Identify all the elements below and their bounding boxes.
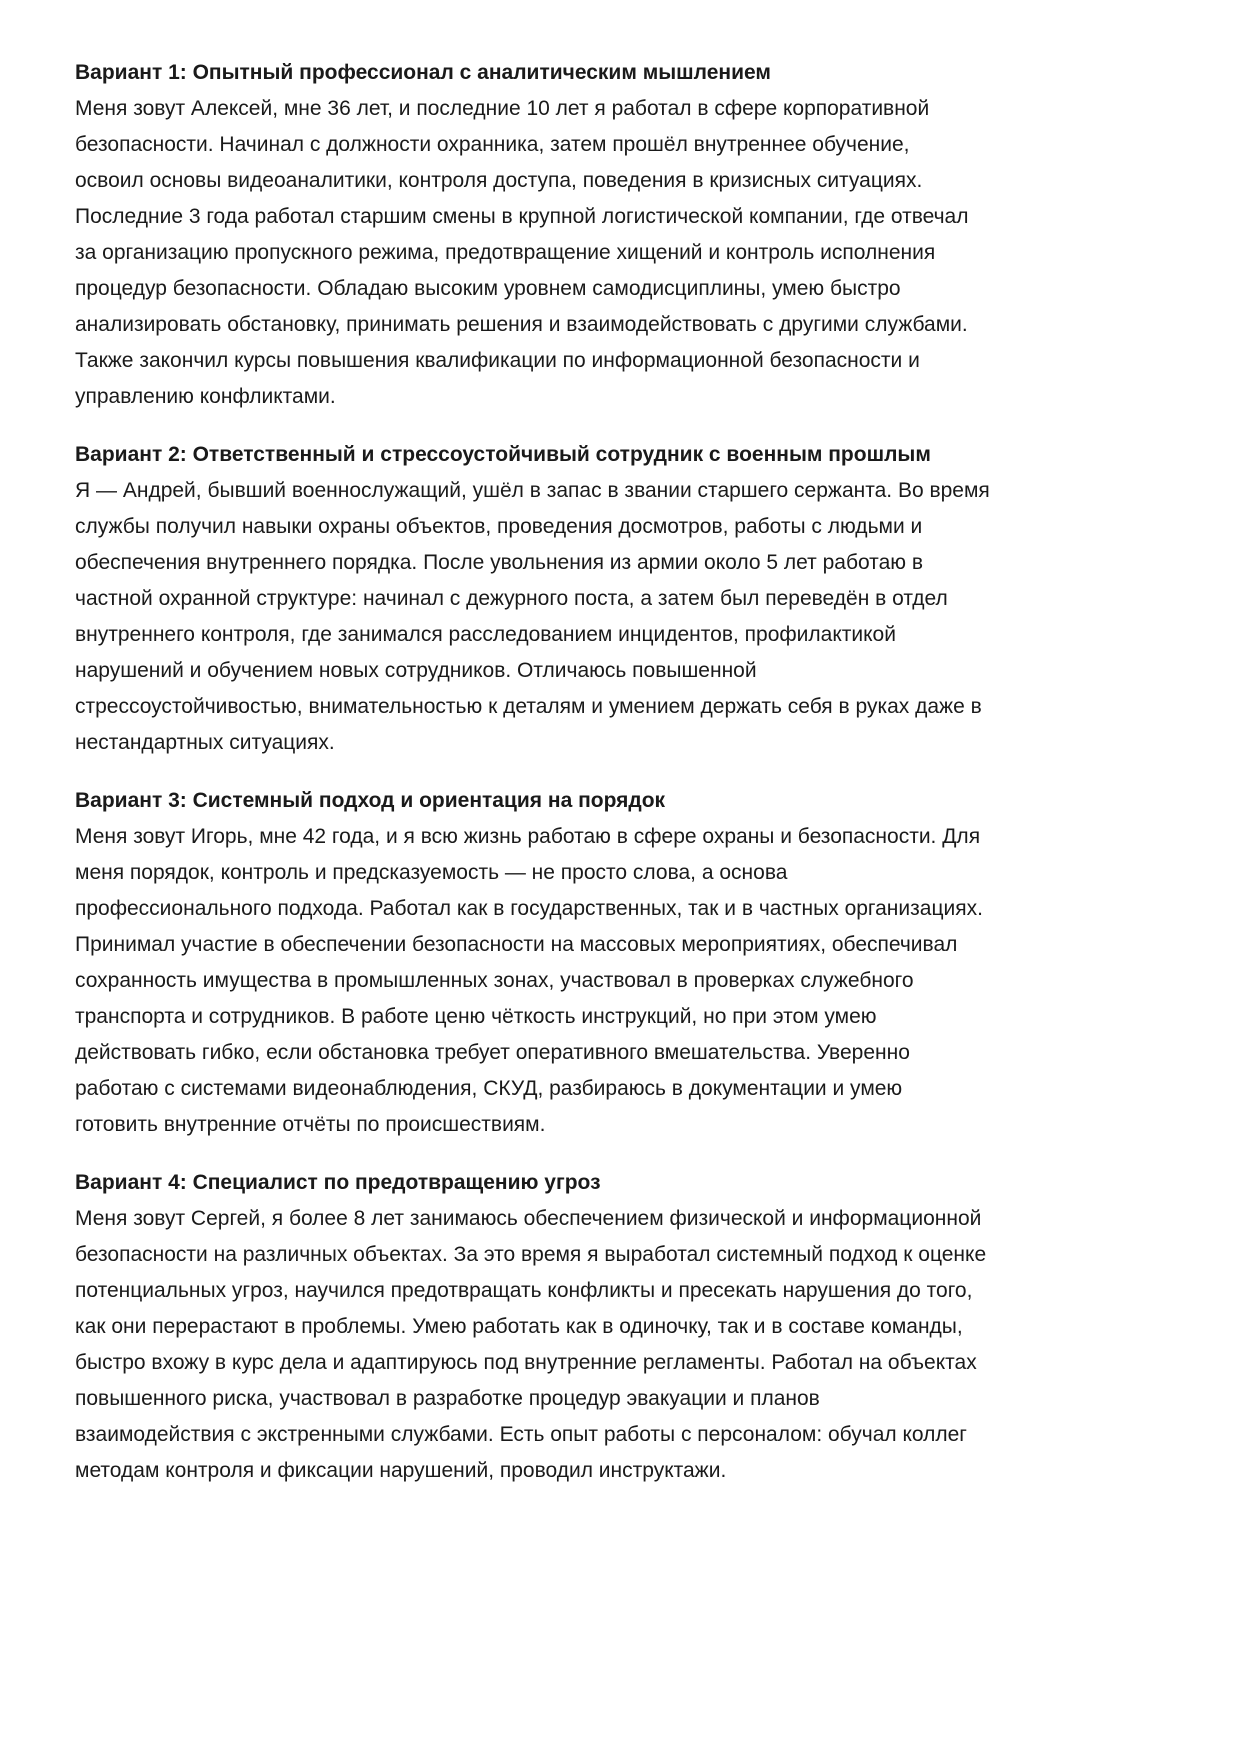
paragraph-line: безопасности. Начинал с должности охранника, затем прошёл внутреннее обучение, [75, 133, 910, 156]
paragraph-line: Принимал участие в обеспечении безопасности на массовых мероприятиях, обеспечивал [75, 933, 958, 956]
paragraph-line: потенциальных угроз, научился предотвращать конфликты и пресекать нарушения до того, [75, 1279, 973, 1302]
variant-section [75, 55, 1175, 415]
paragraph-line: Меня зовут Сергей, я более 8 лет занимаюсь обеспечением физической и информационной [75, 1207, 982, 1230]
variant-section [75, 437, 1175, 761]
paragraph-line: быстро вхожу в курс дела и адаптируюсь под внутренние регламенты. Работал на объектах [75, 1351, 977, 1374]
paragraph-line: действовать гибко, если обстановка требует оперативного вмешательства. Уверенно [75, 1041, 910, 1064]
paragraph-line: анализировать обстановку, принимать решения и взаимодействовать с другими службами. [75, 313, 968, 336]
section-heading: Вариант 2: Ответственный и стрессоустойчивый сотрудник с военным прошлым [75, 443, 931, 466]
document-body [75, 55, 1175, 1511]
section-heading: Вариант 3: Системный подход и ориентация на порядок [75, 789, 666, 812]
paragraph-line: внутреннего контроля, где занимался расследованием инцидентов, профилактикой [75, 623, 896, 646]
section-heading: Вариант 1: Опытный профессионал с аналитическим мышлением [75, 61, 771, 84]
paragraph-line: службы получил навыки охраны объектов, проведения досмотров, работы с людьми и [75, 515, 923, 538]
paragraph-line: частной охранной структуре: начинал с дежурного поста, а затем был переведён в отдел [75, 587, 948, 610]
paragraph-line: за организацию пропускного режима, предотвращение хищений и контроль исполнения [75, 241, 936, 264]
paragraph-line: нарушений и обучением новых сотрудников. Отличаюсь повышенной [75, 659, 757, 682]
paragraph-line: нестандартных ситуациях. [75, 731, 335, 754]
paragraph-line: работаю с системами видеонаблюдения, СКУД, разбираюсь в документации и умею [75, 1077, 903, 1100]
paragraph-line: стрессоустойчивостью, внимательностью к деталям и умением держать себя в руках даже в [75, 695, 982, 718]
paragraph-line: безопасности на различных объектах. За это время я выработал системный подход к оценке [75, 1243, 987, 1266]
paragraph-line: методам контроля и фиксации нарушений, проводил инструктажи. [75, 1459, 727, 1482]
paragraph-line: Меня зовут Алексей, мне 36 лет, и последние 10 лет я работал в сфере корпоративной [75, 97, 930, 120]
variant-section [75, 1165, 1175, 1489]
paragraph-line: транспорта и сотрудников. В работе ценю чёткость инструкций, но при этом умею [75, 1005, 877, 1028]
variant-section [75, 783, 1175, 1143]
paragraph-line: процедур безопасности. Обладаю высоким уровнем самодисциплины, умею быстро [75, 277, 901, 300]
paragraph-line: профессионального подхода. Работал как в государственных, так и в частных организациях. [75, 897, 983, 920]
paragraph-line: сохранность имущества в промышленных зонах, участвовал в проверках служебного [75, 969, 914, 992]
section-heading: Вариант 4: Специалист по предотвращению угроз [75, 1171, 601, 1194]
paragraph-line: Последние 3 года работал старшим смены в крупной логистической компании, где отвечал [75, 205, 969, 228]
paragraph-line: Я — Андрей, бывший военнослужащий, ушёл в запас в звании старшего сержанта. Во время [75, 479, 990, 502]
paragraph-line: готовить внутренние отчёты по происшествиям. [75, 1113, 546, 1136]
paragraph-line: Меня зовут Игорь, мне 42 года, и я всю жизнь работаю в сфере охраны и безопасности. Для [75, 825, 981, 848]
paragraph-line: освоил основы видеоаналитики, контроля доступа, поведения в кризисных ситуациях. [75, 169, 923, 192]
paragraph-line: Также закончил курсы повышения квалификации по информационной безопасности и [75, 349, 920, 372]
paragraph-line: меня порядок, контроль и предсказуемость — не просто слова, а основа [75, 861, 788, 884]
paragraph-line: управлению конфликтами. [75, 385, 336, 408]
paragraph-line: как они перерастают в проблемы. Умею работать как в одиночку, так и в составе команды, [75, 1315, 963, 1338]
paragraph-line: взаимодействия с экстренными службами. Есть опыт работы с персоналом: обучал коллег [75, 1423, 967, 1446]
paragraph-line: обеспечения внутреннего порядка. После увольнения из армии около 5 лет работаю в [75, 551, 923, 574]
paragraph-line: повышенного риска, участвовал в разработке процедур эвакуации и планов [75, 1387, 820, 1410]
